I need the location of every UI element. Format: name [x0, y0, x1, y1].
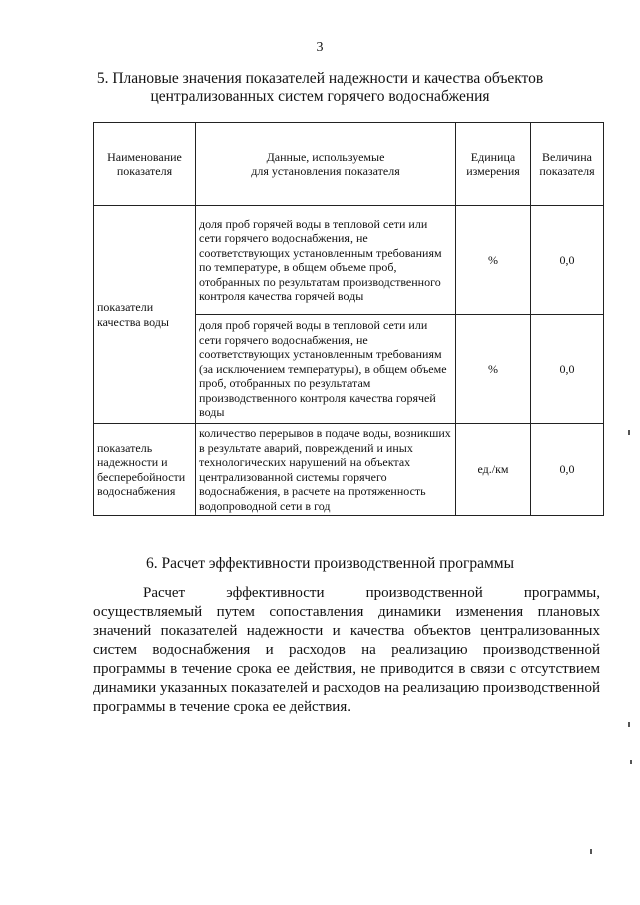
- header-name-line-1: Наименование: [107, 149, 182, 164]
- indicators-table: [93, 122, 604, 516]
- section-5-title: [60, 70, 580, 106]
- header-unit-line-1: Единица: [470, 149, 516, 164]
- header-data: [196, 123, 456, 206]
- header-value-line-1: Величина: [542, 149, 592, 164]
- table-header-row: [94, 123, 604, 206]
- header-data-line-1: Данные, используемые: [266, 149, 385, 164]
- indicator-unit-cell: %: [456, 315, 531, 424]
- indicator-value-cell: 0,0: [531, 206, 604, 315]
- header-value-line-2: показателя: [539, 164, 595, 178]
- table-row: [94, 206, 604, 315]
- section-5-title-line-1: 5. Плановые значения показателей надежности и качества объектов: [96, 70, 544, 87]
- header-name-line-2: показателя: [116, 164, 173, 178]
- section-5-title-line-2: централизованных систем горячего водоснабжения: [150, 88, 490, 105]
- section-6-body: Расчет эффективности производственной программы, осуществляемый путем сопоставления динамики изменения плановых значений показателей надежности и качества объектов централизованных систем водоснабжения и расходов на реализацию производственной программы в течение срока ее действия, не приводится в связи с отсутствием динамики указанных показателей и расходов на реализацию производственной программы в течение срока ее действия.: [93, 585, 600, 715]
- table-row: [94, 424, 604, 516]
- indicator-value-cell: 0,0: [531, 315, 604, 424]
- indicator-data-cell: доля проб горячей воды в тепловой сети или сети горячего водоснабжения, не соответствующих установленным требованиям (за исключением температуры), в общем объеме проб, отобранных по результатам производственного контроля качества горячей воды: [196, 315, 456, 424]
- section-6-title: 6. Расчет эффективности производственной программы: [146, 555, 514, 572]
- indicator-unit-cell: ед./км: [456, 424, 531, 516]
- indicator-data-cell: количество перерывов в подаче воды, возникших в результате аварий, повреждений и иных технологических нарушений на объектах централизованной системы горячего водоснабжения, в расчете на протяженность водопроводной сети в год: [196, 424, 456, 516]
- header-name: [94, 123, 196, 206]
- scan-artifact-mark: [630, 760, 632, 764]
- header-value: [531, 123, 604, 206]
- indicator-unit-cell: %: [456, 206, 531, 315]
- scan-artifact-mark: [628, 430, 630, 435]
- indicator-group-name: показатели качества воды: [94, 206, 196, 424]
- page-number: 3: [316, 40, 324, 55]
- indicator-group-name: показатель надежности и бесперебойности водоснабжения: [94, 424, 196, 516]
- scan-artifact-mark: [590, 849, 592, 854]
- header-data-line-2: для установления показателя: [251, 164, 400, 178]
- scan-artifact-mark: [628, 722, 630, 727]
- header-unit: [456, 123, 531, 206]
- indicator-data-cell: доля проб горячей воды в тепловой сети или сети горячего водоснабжения, не соответствующих установленным требованиям по температуре, в общем объеме проб, отобранных по результатам производственного контроля качества горячей воды: [196, 206, 456, 315]
- indicator-value-cell: 0,0: [531, 424, 604, 516]
- header-unit-line-2: измерения: [466, 164, 520, 178]
